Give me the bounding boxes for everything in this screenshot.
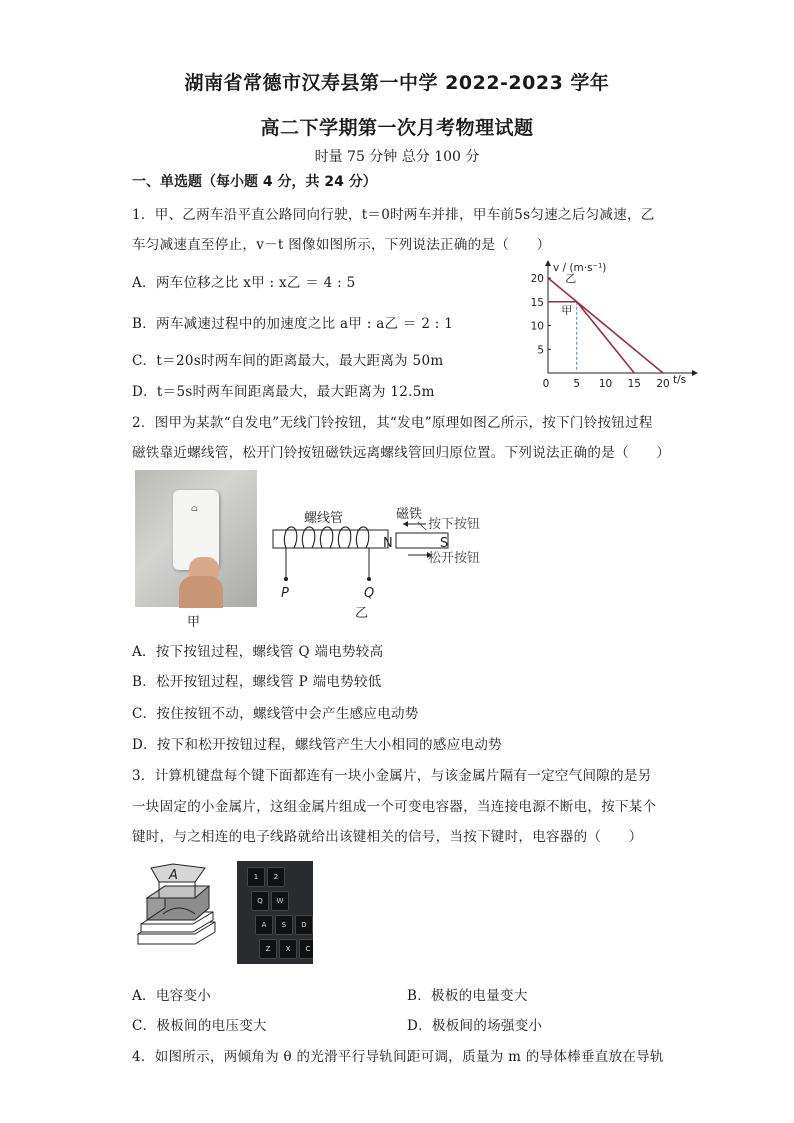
q1-option-a: A．两车位移之比 x甲 : x乙 ＝ 4 : 5 — [132, 275, 356, 291]
press-label: 按下按钮 — [428, 517, 481, 532]
y-axis-label: v / (m·s⁻¹) — [553, 262, 607, 274]
y-tick-label: 20 — [530, 273, 544, 285]
keyboard-key: C — [299, 939, 313, 959]
q2-stem-line1: 2．图甲为某款“自发电”无线门铃按钮，其“发电”原理如图乙所示，按下门铃按钮过程 — [132, 415, 653, 431]
magnet-s-pole: S — [440, 536, 449, 551]
keyboard-key: 1 — [247, 867, 265, 887]
magnet-label: 磁铁 — [396, 507, 423, 522]
x-tick-label: 20 — [656, 378, 670, 390]
keyboard-key: D — [295, 915, 313, 935]
exam-title-line1: 湖南省常德市汉寿县第一中学 2022-2023 学年 — [184, 72, 610, 94]
q3-option-d: D．极板间的场强变小 — [407, 1018, 543, 1034]
q3-option-b: B．极板的电量变大 — [407, 988, 528, 1004]
q2-stem-line2: 磁铁靠近螺线管，松开门铃按钮磁铁远离螺线管回归原位置。下列说法正确的是（ ） — [132, 445, 671, 461]
doorbell-photo — [135, 470, 257, 607]
magnet-pointer — [418, 522, 426, 530]
q1-option-d: D．t＝5s时两车间距离最大，最大距离为 12.5m — [132, 384, 435, 400]
bell-icon: ⌂ — [191, 504, 198, 514]
solenoid-diagram — [268, 500, 498, 620]
q1-stem-line2: 车匀减速直至停止，v－t 图像如图所示，下列说法正确的是（ ） — [132, 237, 551, 253]
q1-stem-line1: 1．甲、乙两车沿平直公路同向行驶，t＝0时两车并排，甲车前5s匀速之后匀减速，乙 — [132, 207, 655, 223]
x-tick-label: 15 — [627, 378, 641, 390]
series-jia-decel — [577, 302, 635, 373]
key-letter: A — [169, 868, 178, 883]
q3-stem-line1: 3．计算机键盘每个键下面都连有一块小金属片，与该金属片隔有一定空气间隙的是另 — [132, 768, 652, 784]
x-tick-label: 10 — [598, 378, 613, 390]
y-tick-label: 5 — [537, 344, 544, 357]
q4-stem-line1: 4．如图所示，两倾角为 θ 的光滑平行导轨间距可调，质量为 m 的导体棒垂直放在导轨 — [132, 1049, 664, 1065]
figure-jia-caption: 甲 — [187, 615, 201, 630]
release-label: 松开按钮 — [428, 551, 481, 566]
series-yi-line — [548, 278, 663, 373]
q1-option-b: B．两车减速过程中的加速度之比 a甲 : a乙 ＝ 2 : 1 — [132, 316, 454, 332]
terminal-p-label: P — [281, 586, 289, 601]
terminal-q-label: Q — [364, 586, 375, 601]
x-tick-label: 0 — [542, 378, 550, 390]
q2-option-d: D．按下和松开按钮过程，螺线管产生大小相同的感应电动势 — [132, 737, 502, 753]
keyboard-key: 2 — [267, 867, 285, 887]
keyboard-key: Z — [259, 939, 277, 959]
q3-stem-line2: 一块固定的小金属片，这组金属片组成一个可变电容器，当连接电源不断电，按下某个 — [132, 799, 657, 815]
q3-stem-line3: 键时，与之相连的电子线路就给出该键相关的信号，当按下键时，电容器的（ ） — [132, 829, 643, 845]
keyboard-key: S — [275, 915, 293, 935]
figure-yi-caption: 乙 — [355, 606, 369, 620]
terminal-q-dot — [367, 577, 371, 581]
keyboard-key: X — [279, 939, 297, 959]
solenoid-core — [273, 530, 388, 548]
keyboard-key: A — [255, 915, 273, 935]
exam-title-line2: 高二下学期第一次月考物理试题 — [260, 117, 534, 139]
q2-option-a: A．按下按钮过程，螺线管 Q 端电势较高 — [132, 644, 384, 660]
series-jia-label: 甲 — [561, 303, 573, 317]
key-top — [151, 864, 205, 882]
keyboard-photo — [237, 861, 313, 964]
q1-option-c: C．t＝20s时两车间的距离最大，最大距离为 50m — [132, 353, 444, 369]
x-tick-label: 5 — [573, 378, 581, 390]
q3-option-a: A．电容变小 — [132, 988, 212, 1004]
magnet-n-pole: N — [383, 536, 393, 551]
q2-option-c: C．按住按钮不动，螺线管中会产生感应电动势 — [132, 706, 419, 722]
series-yi-label: 乙 — [565, 272, 577, 285]
vt-graph — [525, 255, 705, 390]
exam-meta: 时量 75 分钟 总分 100 分 — [314, 149, 480, 165]
q3-option-c: C．极板间的电压变大 — [132, 1018, 267, 1034]
keyboard-key: Q — [251, 891, 269, 911]
keycap-diagram — [133, 862, 233, 952]
y-tick-label: 15 — [530, 296, 544, 309]
solenoid-label: 螺线管 — [304, 511, 344, 526]
q2-option-b: B．松开按钮过程，螺线管 P 端电势较低 — [132, 674, 382, 690]
section-heading: 一、单选题（每小题 4 分，共 24 分） — [132, 174, 377, 190]
terminal-p-dot — [284, 577, 288, 581]
hand-image — [179, 576, 223, 608]
y-tick-label: 10 — [530, 320, 544, 333]
x-axis-label: t/s — [673, 374, 687, 386]
keyboard-key: W — [271, 891, 289, 911]
